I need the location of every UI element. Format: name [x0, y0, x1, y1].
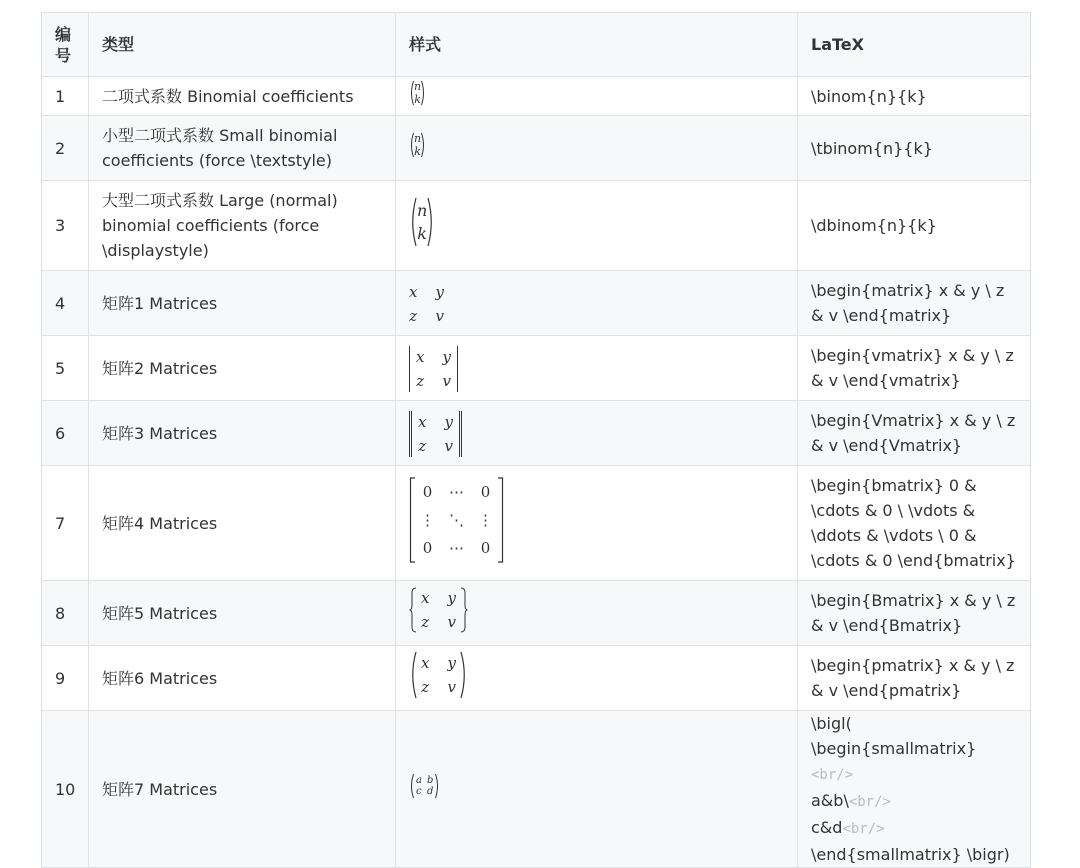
math-symbol: n	[414, 131, 422, 145]
matrix-cell: ⋮	[420, 510, 435, 529]
right-brace-icon	[460, 587, 468, 633]
binom-rendering	[409, 132, 426, 158]
vmatrix-rendering	[409, 346, 458, 392]
row-style	[396, 116, 798, 181]
row-style	[396, 77, 798, 116]
matrix-cell: 0	[422, 482, 433, 501]
left-bracket-icon	[409, 477, 416, 563]
smallmatrix-rendering	[409, 773, 440, 799]
table-row	[42, 401, 1031, 466]
row-type: 二项式系数 Binomial coefficients	[89, 77, 396, 116]
row-latex: \begin{pmatrix} x & y \ z & v \end{pmatrix}	[798, 646, 1031, 711]
math-symbol: n	[417, 201, 428, 220]
br-tag: <br/>	[848, 794, 891, 810]
row-latex	[798, 711, 1031, 868]
row-style	[396, 271, 798, 336]
left-paren-icon	[409, 651, 417, 699]
matrix-cell: c	[416, 785, 422, 797]
br-tag: <br/>	[842, 821, 885, 837]
matrix-cell: v	[442, 372, 451, 390]
row-no: 9	[42, 646, 89, 711]
row-style	[396, 646, 798, 711]
matrix-cell: x	[421, 653, 430, 672]
math-symbol: n	[414, 79, 422, 93]
row-type: 矩阵5 Matrices	[89, 581, 396, 646]
row-no: 10	[42, 711, 89, 868]
row-type: 矩阵2 Matrices	[89, 336, 396, 401]
row-latex: \begin{bmatrix} 0 & \cdots & 0 \ \vdots & \ddots & \vdots \ 0 & \cdots & 0 \end{bmatrix}	[798, 466, 1031, 581]
row-style	[396, 336, 798, 401]
matrix-cell: y	[435, 283, 444, 301]
matrix-cell: z	[409, 307, 418, 325]
row-no: 7	[42, 466, 89, 581]
table-row	[42, 336, 1031, 401]
row-no: 4	[42, 271, 89, 336]
right-bracket-icon	[497, 477, 504, 563]
table-row	[42, 466, 1031, 581]
Vmatrix-rendering	[409, 411, 462, 457]
header-no: 编号	[42, 13, 89, 77]
header-latex: LaTeX	[798, 13, 1031, 77]
table-row	[42, 116, 1031, 181]
table-row	[42, 646, 1031, 711]
br-tag: <br/>	[811, 767, 854, 783]
left-paren-icon	[409, 197, 417, 247]
row-no: 6	[42, 401, 89, 466]
binom-rendering	[409, 80, 426, 106]
row-latex: \begin{Vmatrix} x & y \ z & v \end{Vmatrix}	[798, 401, 1031, 466]
matrix-cell: b	[426, 774, 434, 786]
matrix-cell: ⋱	[449, 510, 464, 529]
row-type: 矩阵7 Matrices	[89, 711, 396, 868]
matrix-cell: z	[421, 612, 430, 631]
math-symbol: k	[414, 144, 421, 158]
bmatrix-rendering	[409, 477, 504, 563]
matrix-cell: z	[416, 372, 425, 390]
table-row	[42, 271, 1031, 336]
table-row	[42, 711, 1031, 868]
matrix-cell: x	[409, 283, 418, 301]
row-latex: \begin{vmatrix} x & y \ z & v \end{vmatrix}	[798, 336, 1031, 401]
matrix-cell: x	[416, 348, 425, 366]
header-type: 类型	[89, 13, 396, 77]
row-style	[396, 401, 798, 466]
matrix-cell: d	[426, 785, 434, 797]
latex-line: c&d	[811, 818, 843, 837]
row-no: 2	[42, 116, 89, 181]
row-style	[396, 711, 798, 868]
matrix-rendering	[409, 281, 444, 327]
matrix-cell: v	[444, 437, 453, 455]
row-type: 矩阵6 Matrices	[89, 646, 396, 711]
matrix-cell: y	[444, 413, 453, 431]
row-latex: \begin{matrix} x & y \ z & v \end{matrix}	[798, 271, 1031, 336]
matrix-cell: y	[447, 588, 456, 607]
right-paren-icon	[460, 651, 468, 699]
row-type: 大型二项式系数 Large (normal) binomial coefficients (force \displaystyle)	[89, 181, 396, 271]
row-no: 3	[42, 181, 89, 271]
row-latex: \binom{n}{k}	[798, 77, 1031, 116]
table-header-row	[42, 13, 1031, 77]
matrix-cell: 0	[480, 482, 491, 501]
row-style	[396, 466, 798, 581]
right-paren-icon	[421, 132, 426, 158]
table-row	[42, 181, 1031, 271]
row-style	[396, 581, 798, 646]
matrix-cell: v	[447, 612, 456, 631]
table-row	[42, 581, 1031, 646]
matrix-cell: ⋮	[478, 510, 493, 529]
matrix-cell: y	[442, 348, 451, 366]
row-latex: \tbinom{n}{k}	[798, 116, 1031, 181]
left-brace-icon	[409, 587, 417, 633]
row-type: 矩阵3 Matrices	[89, 401, 396, 466]
matrix-cell: x	[421, 588, 430, 607]
table-row	[42, 77, 1031, 116]
right-paren-icon	[427, 197, 435, 247]
right-paren-icon	[421, 80, 426, 106]
latex-symbol-table	[41, 12, 1031, 868]
latex-line: a&b\	[811, 791, 849, 810]
matrix-cell: 0	[480, 538, 491, 557]
matrix-cell: x	[418, 413, 427, 431]
row-type: 矩阵4 Matrices	[89, 466, 396, 581]
matrix-cell: v	[435, 307, 444, 325]
header-style: 样式	[396, 13, 798, 77]
Bmatrix-rendering	[409, 587, 468, 633]
latex-line: \end{smallmatrix} \bigr)	[811, 845, 1010, 864]
matrix-cell: v	[447, 677, 456, 696]
right-paren-icon	[435, 773, 440, 799]
matrix-cell: 0	[422, 538, 433, 557]
math-symbol: k	[417, 224, 427, 243]
row-no: 1	[42, 77, 89, 116]
matrix-cell: z	[421, 677, 430, 696]
row-latex: \dbinom{n}{k}	[798, 181, 1031, 271]
row-type: 小型二项式系数 Small binomial coefficients (force \textstyle)	[89, 116, 396, 181]
matrix-cell: a	[416, 774, 422, 786]
matrix-cell: ⋯	[449, 482, 464, 501]
row-type: 矩阵1 Matrices	[89, 271, 396, 336]
matrix-cell: z	[418, 437, 427, 455]
row-no: 8	[42, 581, 89, 646]
matrix-cell: ⋯	[449, 538, 464, 557]
math-symbol: k	[414, 92, 421, 106]
latex-line: \bigl( \begin{smallmatrix}	[811, 714, 977, 758]
row-no: 5	[42, 336, 89, 401]
matrix-cell: y	[447, 653, 456, 672]
pmatrix-rendering	[409, 651, 468, 699]
row-latex: \begin{Bmatrix} x & y \ z & v \end{Bmatrix}	[798, 581, 1031, 646]
row-style	[396, 181, 798, 271]
binom-rendering	[409, 197, 435, 247]
